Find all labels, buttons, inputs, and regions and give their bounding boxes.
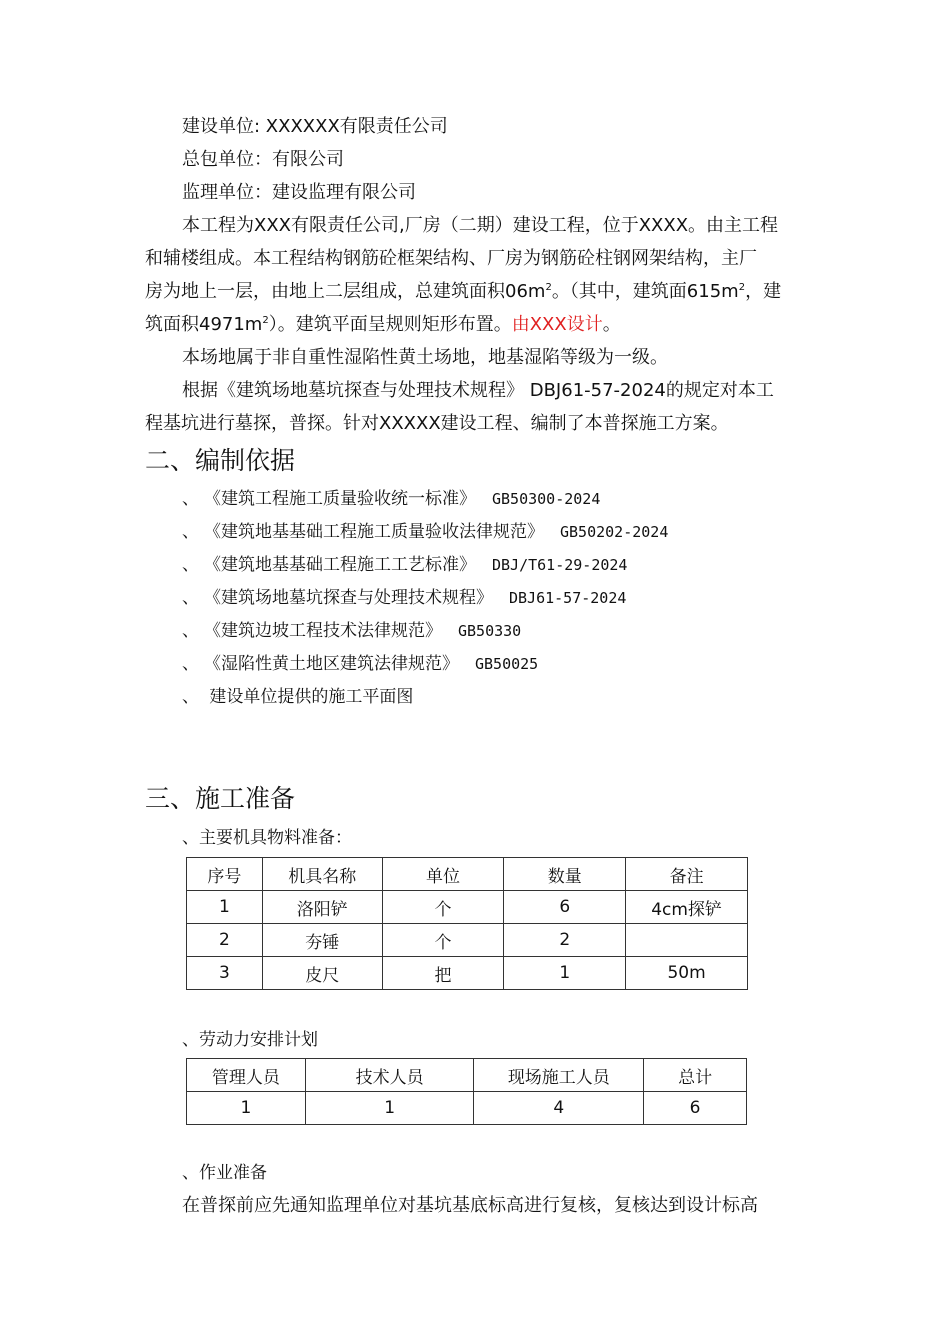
overview-line-4: 筑面积$4971m^2$）。建筑平面呈规则矩形布置。由XXX设计。 — [145, 314, 621, 335]
reference-item: 、 《建筑工程施工质量验收统一标准》 GB50300-2024 — [182, 489, 601, 509]
overview-line-2: 和辅楼组成。本工程结构钢筋砼框架结构、厂房为钢筋砼柱钢网架结构，主厂 — [145, 248, 757, 269]
work-prep-text: 在普探前应先通知监理单位对基坑基底标高进行复核，复核达到设计标高 — [182, 1195, 758, 1216]
table-cell: 洛阳铲 — [262, 891, 382, 924]
table-cell: 总计 — [644, 1059, 747, 1092]
overview-line-3: 房为地上一层，由地上二层组成，总建筑面积$06m^2$。（其中，建筑面$615m^2$，建 — [145, 281, 782, 302]
designer-note: 由XXX设计 — [511, 314, 603, 335]
work-prep-label: 、作业准备 — [182, 1163, 267, 1183]
table-cell: 2 — [504, 924, 626, 957]
table-cell: 单位 — [382, 858, 504, 891]
table-row — [187, 1092, 747, 1125]
reference-item: 、 《建筑地基基础工程施工质量验收法律规范》 GB50202-2024 — [182, 522, 669, 542]
table-cell: 管理人员 — [187, 1059, 306, 1092]
table-cell: 6 — [644, 1092, 747, 1125]
table-cell: 把 — [382, 957, 504, 990]
table-cell: 3 — [187, 957, 263, 990]
reference-item: 、 《建筑地基基础工程施工工艺标准》 DBJ/T61-29-2024 — [182, 555, 628, 575]
table-cell: 1 — [187, 891, 263, 924]
equipment-label: 、主要机具物料准备： — [182, 828, 352, 848]
supervisor-line: 监理单位：建设监理有限公司 — [182, 182, 416, 203]
table-cell: 机具名称 — [262, 858, 382, 891]
table-header-row — [187, 858, 748, 891]
equipment-table — [186, 857, 748, 990]
table-header-row — [187, 1059, 747, 1092]
table-cell: 个 — [382, 924, 504, 957]
table-cell: 50m — [626, 957, 748, 990]
table-cell: 技术人员 — [305, 1059, 474, 1092]
section-3-heading: 三、施工准备 — [145, 784, 296, 813]
table-cell: 现场施工人员 — [474, 1059, 644, 1092]
table-row — [187, 891, 748, 924]
table-cell — [626, 924, 748, 957]
table-cell: 备注 — [626, 858, 748, 891]
table-cell: 皮尺 — [262, 957, 382, 990]
table-cell: 1 — [187, 1092, 306, 1125]
table-cell: 1 — [504, 957, 626, 990]
reference-item: 、 《建筑场地墓坑探查与处理技术规程》 DBJ61-57-2024 — [182, 588, 627, 608]
section-2-heading: 二、编制依据 — [145, 446, 296, 475]
table-cell: 夯锤 — [262, 924, 382, 957]
basis-line-2: 程基坑进行墓探，普探。针对XXXXX建设工程、编制了本普探施工方案。 — [145, 413, 729, 434]
table-cell: 序号 — [187, 858, 263, 891]
basis-line-1: 根据《建筑场地墓坑探查与处理技术规程》 DBJ61-57-2024的规定对本工 — [182, 380, 774, 401]
table-cell: 个 — [382, 891, 504, 924]
contractor-line: 总包单位：有限公司 — [182, 149, 344, 170]
table-cell: 2 — [187, 924, 263, 957]
table-cell: 数量 — [504, 858, 626, 891]
table-row — [187, 924, 748, 957]
table-row — [187, 957, 748, 990]
table-cell: 1 — [305, 1092, 474, 1125]
table-cell: 6 — [504, 891, 626, 924]
overview-line-1: 本工程为XXX有限责任公司,厂房（二期）建设工程，位于XXXX。由主工程 — [182, 215, 779, 236]
labor-label: 、劳动力安排计划 — [182, 1030, 318, 1050]
reference-item: 、 《建筑边坡工程技术法律规范》 GB50330 — [182, 621, 522, 641]
reference-item: 、 《湿陷性黄土地区建筑法律规范》 GB50025 — [182, 654, 539, 674]
client-line: 建设单位: XXXXXX有限责任公司 — [182, 116, 448, 137]
table-cell: 4cm探铲 — [626, 891, 748, 924]
site-paragraph: 本场地属于非自重性湿陷性黄土场地，地基湿陷等级为一级。 — [182, 347, 668, 368]
reference-item: 、 建设单位提供的施工平面图 — [182, 687, 414, 707]
table-cell: 4 — [474, 1092, 644, 1125]
labor-table — [186, 1058, 747, 1125]
